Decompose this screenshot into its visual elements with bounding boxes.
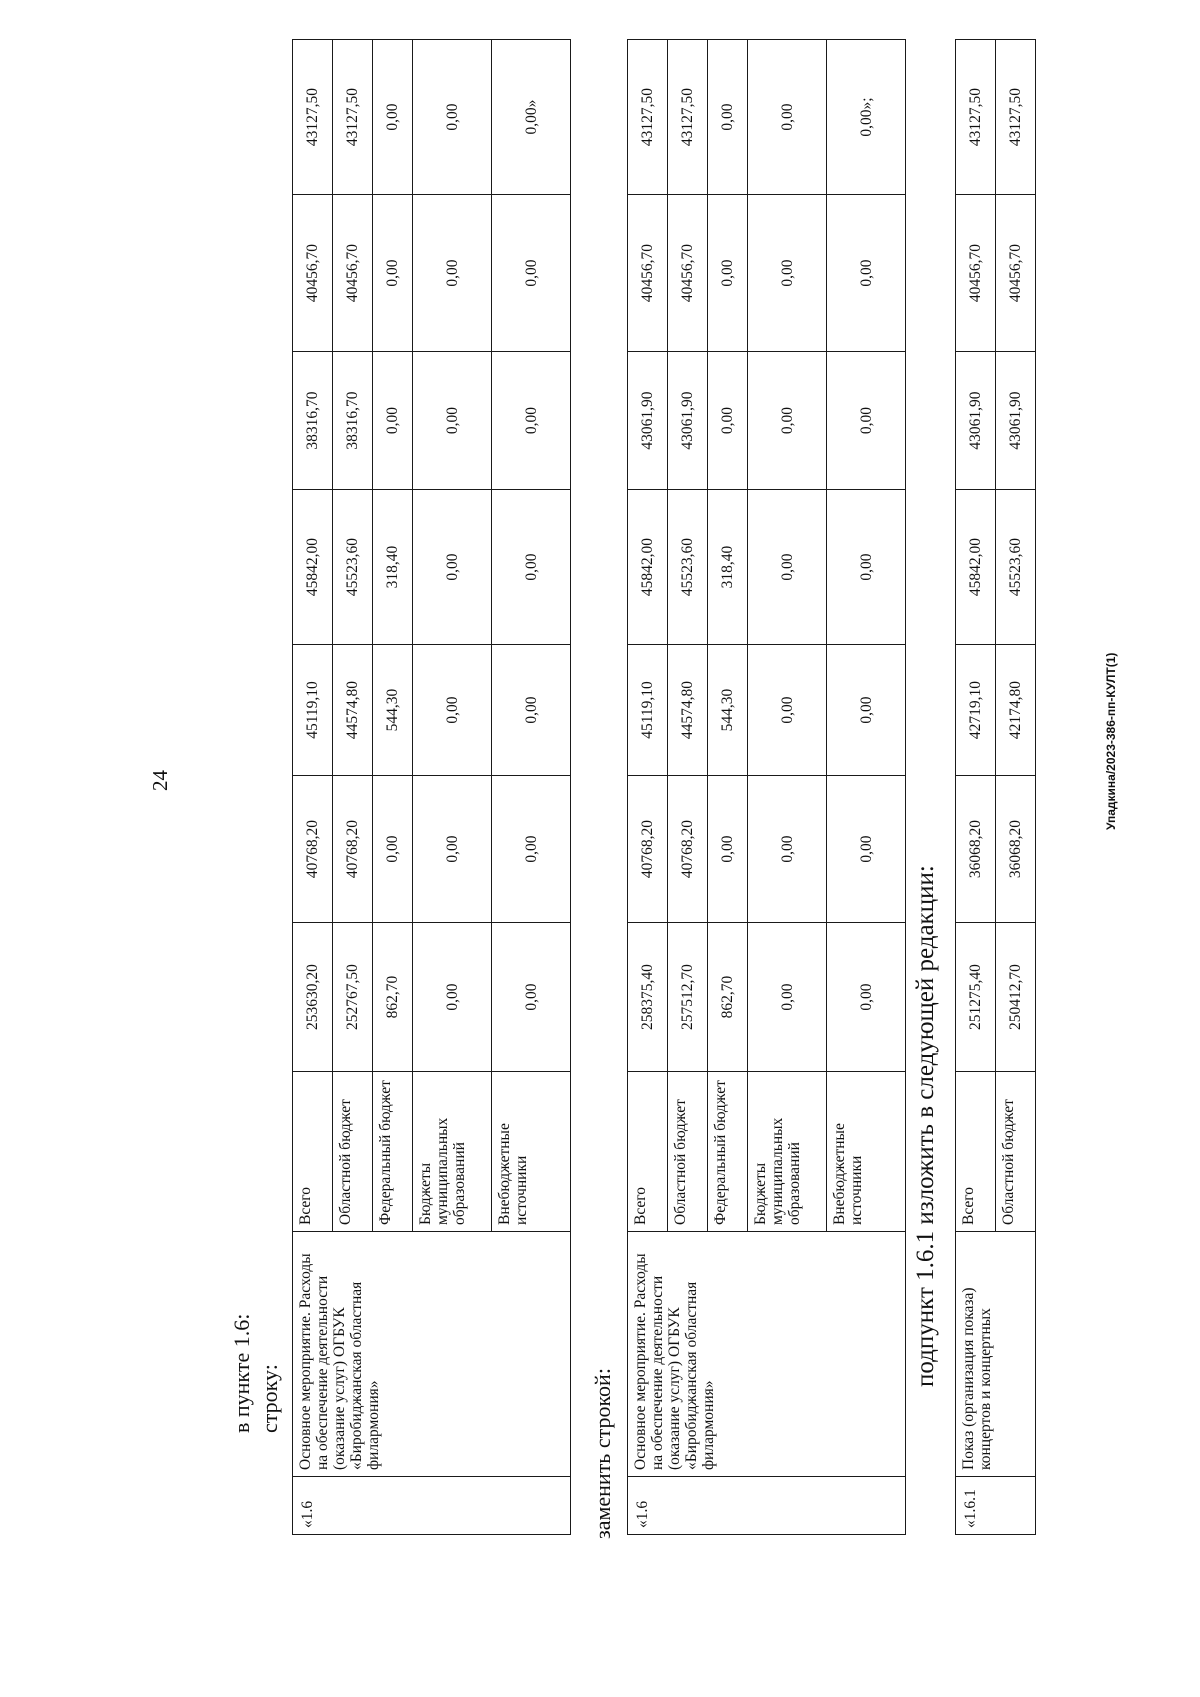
value-cell: 45119,10 <box>628 645 668 776</box>
value-cell: 0,00 <box>492 645 571 776</box>
value-cell: 318,40 <box>708 490 748 645</box>
row-description: Показ (организация показа) концертов и концертных <box>956 1232 1036 1477</box>
value-cell: 0,00 <box>708 776 748 923</box>
value-cell: 43127,50 <box>668 40 708 195</box>
source-label: Федеральный бюджет <box>373 1072 413 1232</box>
source-label: Внебюджетные источники <box>827 1072 906 1232</box>
paragraph-intro: в пункте 1.6: <box>229 1313 254 1433</box>
value-cell: 42719,10 <box>956 645 996 776</box>
value-cell: 250412,70 <box>996 923 1036 1072</box>
value-cell: 43127,50 <box>333 40 373 195</box>
value-cell: 45842,00 <box>293 490 333 645</box>
value-cell: 0,00 <box>492 195 571 352</box>
value-cell: 0,00 <box>827 490 906 645</box>
value-cell: 44574,80 <box>668 645 708 776</box>
value-cell: 45119,10 <box>293 645 333 776</box>
value-cell: 0,00 <box>373 40 413 195</box>
source-label: Областной бюджет <box>996 1072 1036 1232</box>
value-cell: 0,00 <box>708 352 748 490</box>
value-cell: 252767,50 <box>333 923 373 1072</box>
value-cell: 0,00 <box>748 195 827 352</box>
value-cell: 45842,00 <box>628 490 668 645</box>
value-cell: 0,00 <box>748 776 827 923</box>
value-cell: 0,00 <box>492 923 571 1072</box>
value-cell: 0,00 <box>413 645 492 776</box>
value-cell: 251275,40 <box>956 923 996 1072</box>
document-page <box>144 0 1118 1539</box>
value-cell: 862,70 <box>708 923 748 1072</box>
source-label: Бюджеты муниципальных образований <box>413 1072 492 1232</box>
paragraph-replace: заменить строкой: <box>590 1368 615 1539</box>
value-cell: 0,00 <box>413 776 492 923</box>
value-cell: 45523,60 <box>668 490 708 645</box>
value-cell: 0,00 <box>413 923 492 1072</box>
value-cell: 0,00 <box>413 195 492 352</box>
value-cell: 42174,80 <box>996 645 1036 776</box>
value-cell: 0,00 <box>748 923 827 1072</box>
value-cell: 0,00 <box>748 645 827 776</box>
source-label: Всего <box>956 1072 996 1232</box>
source-label: Федеральный бюджет <box>708 1072 748 1232</box>
value-cell: 0,00 <box>708 195 748 352</box>
value-cell: 40456,70 <box>996 195 1036 352</box>
value-cell: 0,00 <box>827 352 906 490</box>
value-cell: 43127,50 <box>293 40 333 195</box>
value-cell: 0,00 <box>492 776 571 923</box>
value-cell: 0,00 <box>413 40 492 195</box>
table-subpoint-161 <box>955 39 1036 1535</box>
paragraph-subpoint: подпункт 1.6.1 изложить в следующей редакции: <box>912 865 939 1387</box>
value-cell: 44574,80 <box>333 645 373 776</box>
value-cell: 40456,70 <box>293 195 333 352</box>
value-cell: 43061,90 <box>956 352 996 490</box>
source-label: Бюджеты муниципальных образований <box>748 1072 827 1232</box>
value-cell: 45523,60 <box>333 490 373 645</box>
value-cell: 38316,70 <box>333 352 373 490</box>
value-cell: 43061,90 <box>996 352 1036 490</box>
value-cell: 0,00 <box>492 352 571 490</box>
value-cell: 0,00 <box>827 923 906 1072</box>
source-label: Всего <box>628 1072 668 1232</box>
footer-stamp: Упадкина/2023-386-пп-КУЛТ(1) <box>1104 652 1118 830</box>
value-cell: 862,70 <box>373 923 413 1072</box>
row-code: «1.6 <box>293 1477 571 1535</box>
row-description: Основное мероприятие. Расходы на обеспечение деятельности (оказание услуг) ОГБУК «Биробиджанская областная филармония» <box>628 1232 906 1477</box>
value-cell: 0,00 <box>413 352 492 490</box>
value-cell: 0,00» <box>492 40 571 195</box>
row-code: «1.6 <box>628 1477 906 1535</box>
value-cell: 544,30 <box>373 645 413 776</box>
value-cell: 40768,20 <box>293 776 333 923</box>
row-code: «1.6.1 <box>956 1477 1036 1535</box>
value-cell: 40456,70 <box>668 195 708 352</box>
value-cell: 253630,20 <box>293 923 333 1072</box>
value-cell: 36068,20 <box>956 776 996 923</box>
value-cell: 40768,20 <box>628 776 668 923</box>
value-cell: 0,00 <box>708 40 748 195</box>
row-description: Основное мероприятие. Расходы на обеспечение деятельности (оказание услуг) ОГБУК «Биробиджанская областная филармония» <box>293 1232 571 1477</box>
value-cell: 40768,20 <box>668 776 708 923</box>
table-old-row <box>292 39 571 1535</box>
value-cell: 40768,20 <box>333 776 373 923</box>
value-cell: 0,00 <box>748 352 827 490</box>
source-label: Областной бюджет <box>668 1072 708 1232</box>
value-cell: 43061,90 <box>628 352 668 490</box>
value-cell: 43127,50 <box>956 40 996 195</box>
value-cell: 0,00 <box>492 490 571 645</box>
value-cell: 0,00 <box>748 490 827 645</box>
value-cell: 0,00 <box>827 195 906 352</box>
value-cell: 43127,50 <box>628 40 668 195</box>
paragraph-line: строку: <box>257 1364 282 1433</box>
value-cell: 258375,40 <box>628 923 668 1072</box>
source-label: Областной бюджет <box>333 1072 373 1232</box>
value-cell: 0,00 <box>373 195 413 352</box>
value-cell: 0,00 <box>827 645 906 776</box>
value-cell: 43127,50 <box>996 40 1036 195</box>
value-cell: 40456,70 <box>956 195 996 352</box>
value-cell: 0,00 <box>748 40 827 195</box>
value-cell: 318,40 <box>373 490 413 645</box>
value-cell: 0,00 <box>373 352 413 490</box>
value-cell: 544,30 <box>708 645 748 776</box>
value-cell: 0,00 <box>373 776 413 923</box>
source-label: Всего <box>293 1072 333 1232</box>
source-label: Внебюджетные источники <box>492 1072 571 1232</box>
value-cell: 0,00»; <box>827 40 906 195</box>
value-cell: 45523,60 <box>996 490 1036 645</box>
value-cell: 45842,00 <box>956 490 996 645</box>
value-cell: 38316,70 <box>293 352 333 490</box>
value-cell: 0,00 <box>827 776 906 923</box>
page-number: 24 <box>148 770 172 791</box>
value-cell: 43061,90 <box>668 352 708 490</box>
table-new-row <box>627 39 906 1535</box>
value-cell: 40456,70 <box>628 195 668 352</box>
value-cell: 257512,70 <box>668 923 708 1072</box>
value-cell: 36068,20 <box>996 776 1036 923</box>
value-cell: 40456,70 <box>333 195 373 352</box>
value-cell: 0,00 <box>413 490 492 645</box>
